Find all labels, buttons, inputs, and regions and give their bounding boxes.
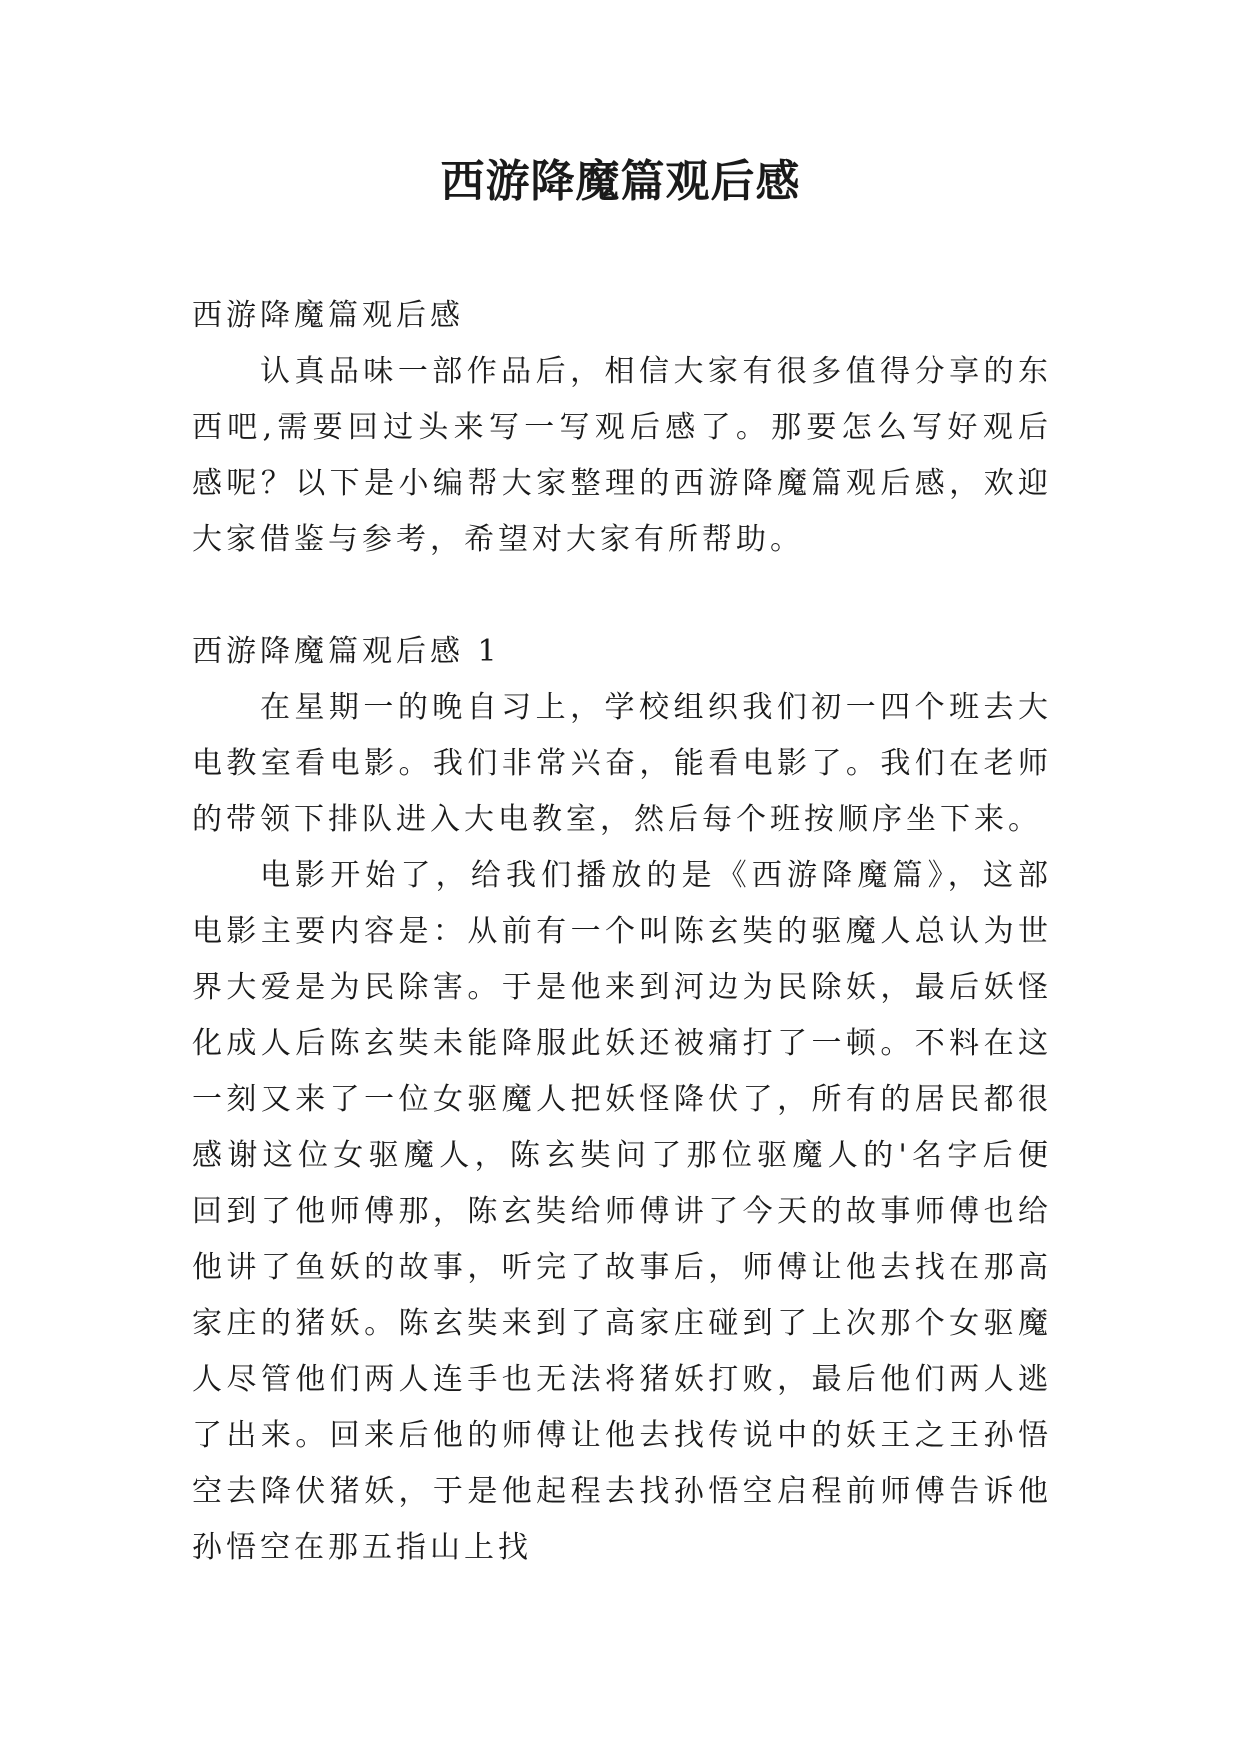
intro-heading: 西游降魔篇观后感 bbox=[192, 298, 464, 333]
section-1-heading: 西游降魔篇观后感 1 bbox=[192, 634, 501, 669]
intro-paragraph: 认真品味一部作品后，相信大家有很多值得分享的东西吧,需要回过头来写一写观后感了。那要怎么写好观后感呢？以下是小编帮大家整理的西游降魔篇观后感，欢迎大家借鉴与参考，希望对大家有所帮助。 bbox=[192, 354, 1052, 557]
section-1-paragraph-1: 在星期一的晚自习上，学校组织我们初一四个班去大电教室看电影。我们非常兴奋，能看电影了。我们在老师的带领下排队进入大电教室，然后每个班按顺序坐下来。 bbox=[192, 690, 1052, 837]
section-1-paragraph-2: 电影开始了，给我们播放的是《西游降魔篇》，这部电影主要内容是：从前有一个叫陈玄奘的驱魔人总认为世界大爱是为民除害。于是他来到河边为民除妖，最后妖怪化成人后陈玄奘未能降服此妖还被痛打了一顿。不料在这一刻又来了一位女驱魔人把妖怪降伏了，所有的居民都很感谢这位女驱魔人，陈玄奘问了那位驱魔人的'名字后便回到了他师傅那，陈玄奘给师傅讲了今天的故事师傅也给他讲了鱼妖的故事，听完了故事后，师傅让他去找在那高家庄的猪妖。陈玄奘来到了高家庄碰到了上次那个女驱魔人尽管他们两人连手也无法将猪妖打败，最后他们两人逃了出来。回来后他的师傅让他去找传说中的妖王之王孙悟空去降伏猪妖，于是他起程去找孙悟空启程前师傅告诉他孙悟空在那五指山上找 bbox=[192, 858, 1052, 1565]
document-title: 西游降魔篇观后感 bbox=[440, 156, 801, 207]
intro-section bbox=[192, 288, 1052, 568]
section-1 bbox=[192, 624, 1052, 1576]
